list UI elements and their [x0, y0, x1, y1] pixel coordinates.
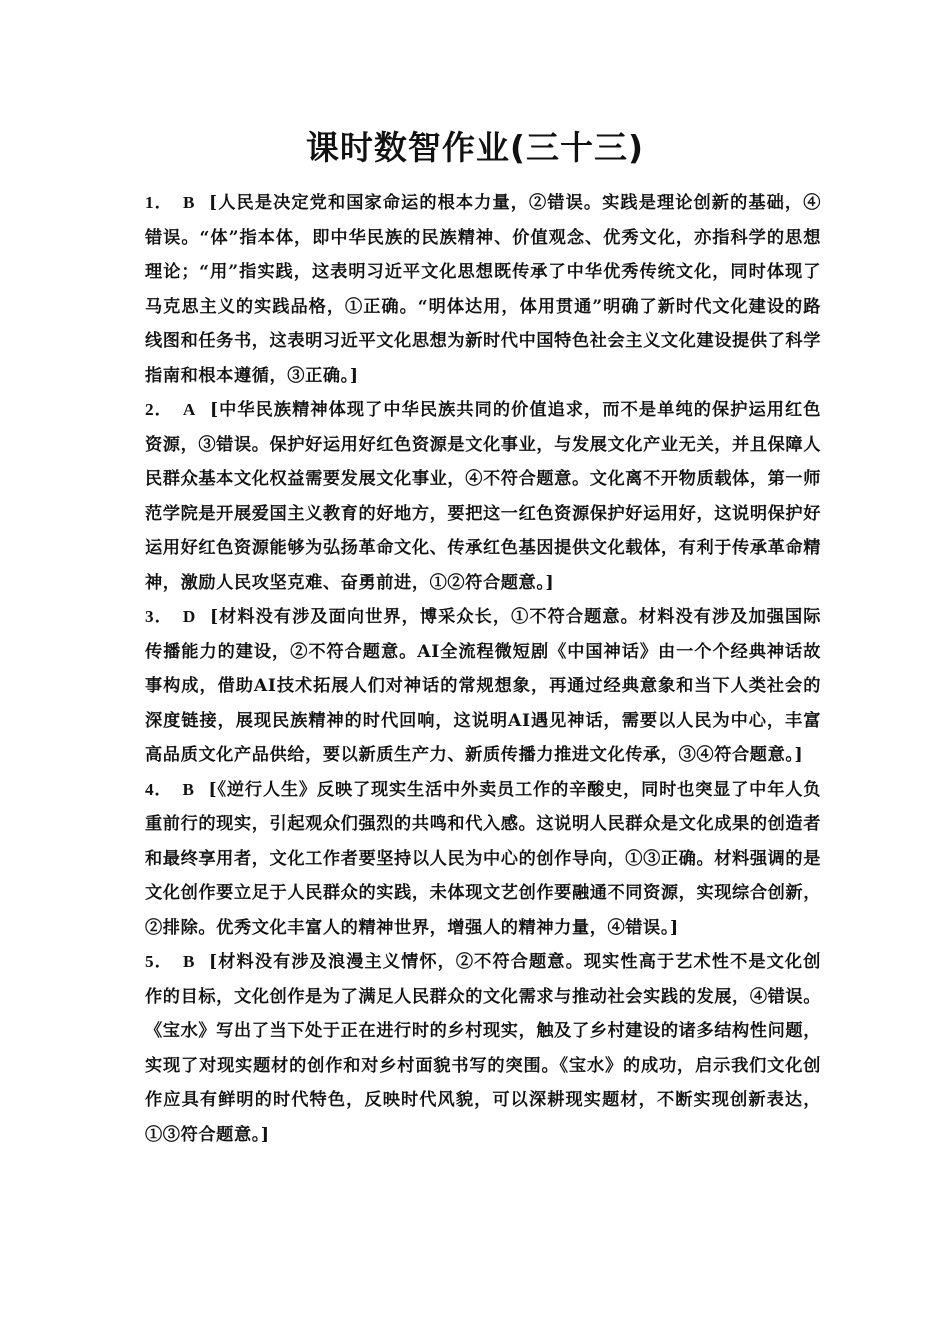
answer-item-1 — [145, 186, 821, 393]
answer-explanation: [《逆行人生》反映了现实生活中外卖员工作的辛酸史，同时也突显了中年人负重前行的现实，引起观众们强烈的共鸣和代入感。这说明人民群众是文化成果的创造者和最终享用者，文化工作者要坚持以人民为中心的创作导向，①③正确。材料强调的是文化创作要立足于人民群众的实践，未体现文艺创作要融通不同资源，实现综合创新，②排除。优秀文化丰富人的精神世界，增强人的精神力量，④错误。] — [145, 779, 821, 938]
answer-item-2 — [145, 393, 821, 600]
answer-list — [145, 186, 821, 1152]
answer-explanation: [人民是决定党和国家命运的根本力量，②错误。实践是理论创新的基础，④错误。“体”指本体，即中华民族的民族精神、价值观念、优秀文化，亦指科学的思想理论；“用”指实践，这表明习近平文化思想既传承了中华优秀传统文化，同时体现了马克思主义的实践品格，①正确。“明体达用，体用贯通”明确了新时代文化建设的路线图和任务书，这表明习近平文化思想为新时代中国特色社会主义文化建设提供了科学指南和根本遵循，③正确。] — [145, 193, 821, 386]
answer-explanation: [材料没有涉及面向世界，博采众长，①不符合题意。材料没有涉及加强国际传播能力的建设，②不符合题意。AI全流程微短剧《中国神话》由一个个经典神话故事构成，借助AI技术拓展人们对神话的常规想象，再通过经典意象和当下人类社会的深度链接，展现民族精神的时代回响，这说明AI遇见神话，需要以人民为中心，丰富高品质文化产品供给，要以新质生产力、新质传播力推进文化传承，③④符合题意。] — [145, 607, 821, 765]
answer-number: 2． — [145, 400, 173, 419]
answer-explanation: [材料没有涉及浪漫主义情怀，②不符合题意。现实性高于艺术性不是文化创作的目标，文化创作是为了满足人民群众的文化需求与推动社会实践的发展，④错误。《宝水》写出了当下处于正在进行时的乡村现实，触及了乡村建设的诸多结构性问题，实现了对现实题材的创作和对乡村面貌书写的突围。《宝水》的成功，启示我们文化创作应具有鲜明的时代特色，反映时代风貌，可以深耕现实题材，不断实现创新表达，①③符合题意。] — [145, 952, 821, 1145]
answer-item-5 — [145, 945, 821, 1152]
answer-key: B — [182, 952, 196, 971]
page-title: 课时数智作业(三十三) — [305, 128, 645, 167]
answer-number: 1． — [145, 193, 173, 212]
answer-item-4 — [145, 773, 821, 946]
answer-key: A — [182, 400, 196, 419]
answer-key: D — [182, 607, 196, 626]
answer-item-3 — [145, 600, 821, 773]
answer-key: B — [182, 779, 195, 799]
answer-explanation: [中华民族精神体现了中华民族共同的价值追求，而不是单纯的保护运用红色资源，③错误。保护好运用好红色资源是文化事业，与发展文化产业无关，并且保障人民群众基本文化权益需要发展文化事业，④不符合题意。文化离不开物质载体，第一师范学院是开展爱国主义教育的好地方，要把这一红色资源保护好运用好，这说明保护好运用好红色资源能够为弘扬革命文化、传承红色基因提供文化载体，有利于传承革命精神，激励人民攻坚克难、奋勇前进，①②符合题意。] — [145, 400, 821, 593]
answer-number: 4． — [145, 779, 173, 799]
answer-number: 5． — [145, 952, 173, 971]
answer-number: 3． — [145, 607, 173, 626]
answer-key: B — [182, 193, 196, 212]
